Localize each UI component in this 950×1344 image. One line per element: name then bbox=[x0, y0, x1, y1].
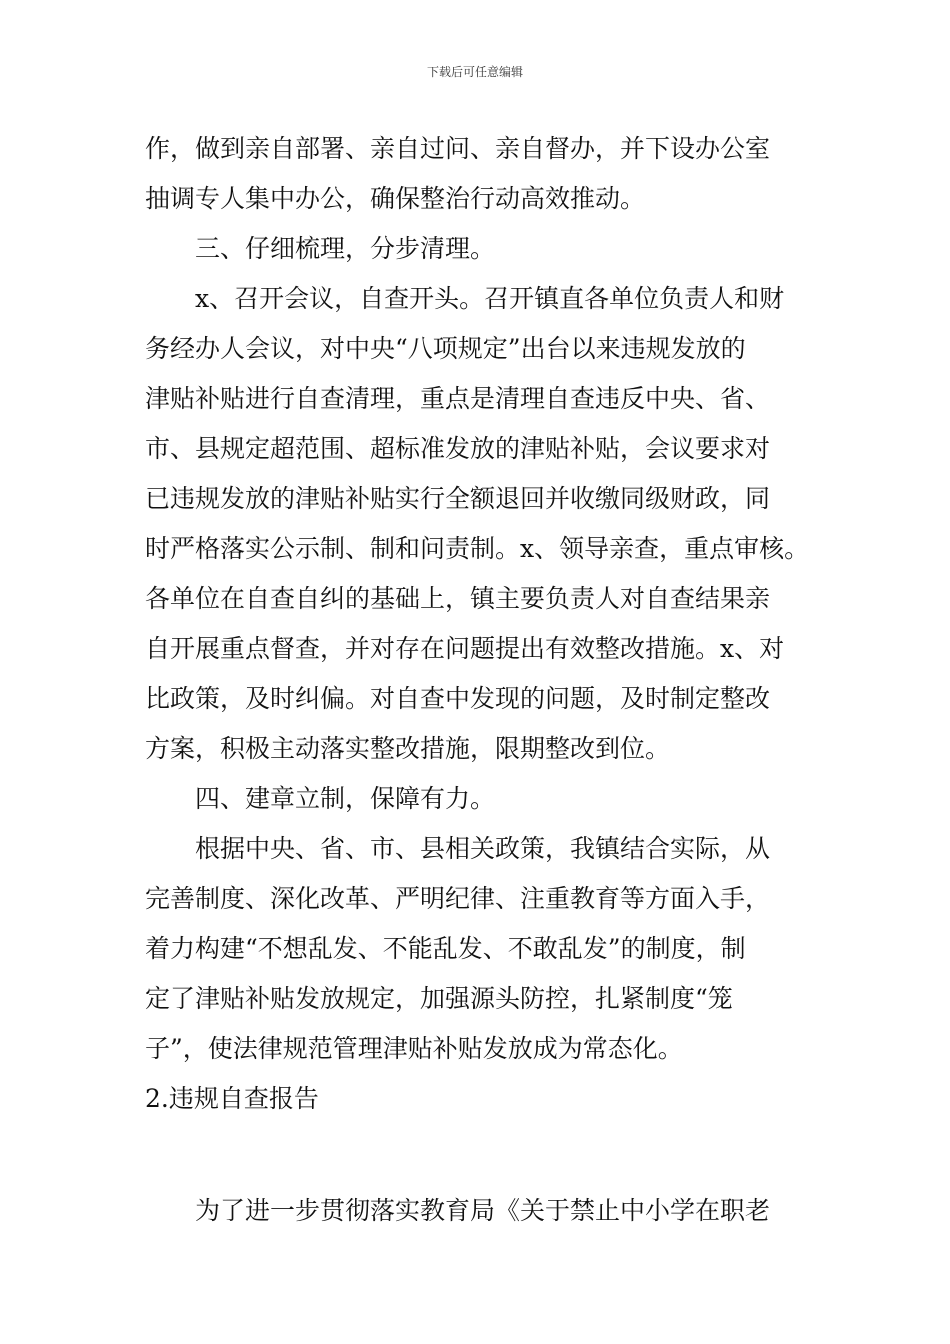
body-line: 比政策，及时纠偏。对自查中发现的问题，及时制定整改 bbox=[145, 684, 771, 713]
body-line: 各单位在自查自纠的基础上，镇主要负责人对自查结果亲 bbox=[145, 584, 771, 613]
document-body bbox=[145, 124, 809, 1236]
body-line: 方案，积极主动落实整改措施，限期整改到位。 bbox=[145, 734, 671, 763]
body-line: 抽调专人集中办公，确保整治行动高效推动。 bbox=[145, 184, 646, 213]
body-line: 作，做到亲自部署、亲自过问、亲自督办，并下设办公室 bbox=[145, 134, 771, 163]
paragraph-gap bbox=[145, 1124, 809, 1186]
body-line: 时严格落实公示制、制和问责制。x、领导亲查，重点审核。 bbox=[145, 534, 809, 563]
body-line: 定了津贴补贴发放规定，加强源头防控，扎紧制度“笼 bbox=[145, 984, 733, 1013]
body-line: 已违规发放的津贴补贴实行全额退回并收缴同级财政，同 bbox=[145, 484, 771, 513]
body-line: 子”，使法律规范管理津贴补贴发放成为常态化。 bbox=[145, 1034, 683, 1063]
section-heading: 三、仔细梳理，分步清理。 bbox=[195, 234, 496, 263]
body-line: 完善制度、深化改革、严明纪律、注重教育等方面入手， bbox=[145, 884, 771, 913]
body-line: 为了进一步贯彻落实教育局《关于禁止中小学在职老 bbox=[195, 1196, 771, 1225]
page-header-note: 下载后可任意编辑 bbox=[426, 65, 523, 79]
body-line: 着力构建“不想乱发、不能乱发、不敢乱发”的制度，制 bbox=[145, 934, 746, 963]
body-line: x、召开会议，自查开头。召开镇直各单位负责人和财 bbox=[195, 284, 785, 313]
body-line: 根据中央、省、市、县相关政策，我镇结合实际，从 bbox=[195, 834, 771, 863]
section-heading: 四、建章立制，保障有力。 bbox=[195, 784, 496, 813]
body-line: 津贴补贴进行自查清理，重点是清理自查违反中央、省、 bbox=[145, 384, 771, 413]
body-line: 自开展重点督查，并对存在问题提出有效整改措施。x、对 bbox=[145, 634, 785, 663]
body-line: 务经办人会议，对中央“八项规定”出台以来违规发放的 bbox=[145, 334, 746, 363]
body-line: 市、县规定超范围、超标准发放的津贴补贴，会议要求对 bbox=[145, 434, 771, 463]
report-title: 2.违规自查报告 bbox=[145, 1084, 319, 1113]
